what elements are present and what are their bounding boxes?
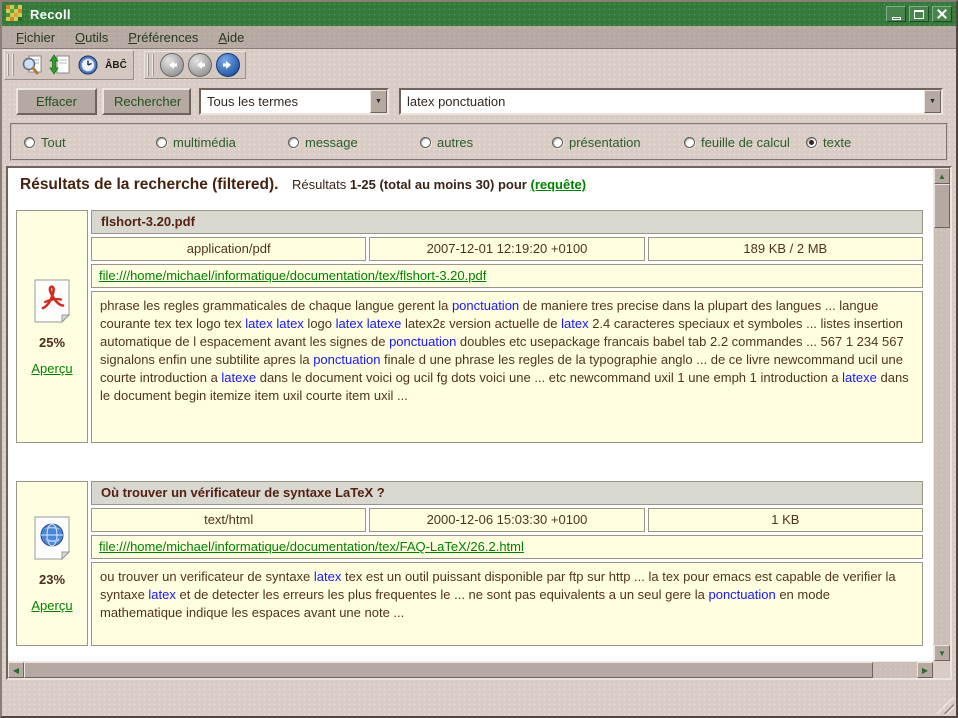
results-header [20,176,929,194]
toolbar-grip[interactable] [147,54,154,76]
search-mode-select[interactable] [199,88,389,115]
vertical-scrollbar-thumb[interactable] [934,184,950,228]
result-mime: application/pdf [91,237,366,261]
filter-radio-message[interactable]: message [288,135,420,150]
results-title: Résultats de la recherche (filtered). [20,176,279,193]
menu-outils[interactable]: Outils [75,29,109,45]
result-url-link[interactable]: file:///home/michael/informatique/documentation/tex/FAQ-LaTeX/26.2.html [99,539,524,554]
vertical-scrollbar[interactable] [933,168,950,661]
app-icon [6,5,22,24]
first-page-button[interactable] [160,53,184,77]
menu-preferences[interactable]: Préférences [128,29,199,45]
scroll-down-button[interactable] [934,645,950,661]
result-title: Où trouver un vérificateur de syntaxe LaTeX ? [91,481,923,505]
result-title: flshort-3.20.pdf [91,210,923,234]
previous-page-button[interactable] [188,53,212,77]
vertical-scrollbar-track[interactable] [934,228,950,645]
clear-button[interactable]: Effacer [16,88,97,115]
document-search-icon [21,54,43,76]
chevron-down-icon[interactable]: ▼ [924,90,941,113]
filter-radio-autres[interactable]: autres [420,135,552,150]
filter-radio-presentation[interactable]: présentation [552,135,684,150]
document-sort-icon [49,54,71,76]
radio-icon [288,137,299,148]
next-page-button[interactable] [216,53,240,77]
scroll-up-button[interactable] [934,168,950,184]
scroll-left-button[interactable] [8,662,24,678]
triangle-right-icon: ▶ [921,665,929,675]
abc-icon: ÂBĈ [105,59,127,71]
relevance-percent: 25% [38,334,66,350]
toolbar-grip[interactable] [7,54,14,76]
filter-radio-texte[interactable]: texte [806,135,851,150]
search-mode-value: Tous les termes [207,94,299,109]
query-input[interactable] [399,88,943,115]
sort-parameters-button[interactable] [47,52,73,78]
results-frame [6,166,952,680]
result-item-2 [16,481,923,646]
result-size: 1 KB [648,508,923,532]
pdf-document-icon [32,278,72,324]
result-date: 2000-12-06 15:03:30 +0100 [369,508,644,532]
category-filter-group [10,123,948,161]
result-size: 189 KB / 2 MB [648,237,923,261]
arrow-left-icon [166,59,178,71]
menu-aide[interactable]: Aide [218,29,245,45]
arrow-left-icon [194,59,206,71]
history-button[interactable] [75,52,101,78]
radio-icon [806,137,817,148]
html-document-icon [32,515,72,561]
scrollbar-corner [933,661,950,678]
horizontal-scrollbar[interactable] [8,661,933,678]
statusbar [2,680,956,716]
results-count: Résultats 1-25 (total au moins 30) pour (requête) [292,177,587,192]
horizontal-scrollbar-thumb[interactable] [24,662,873,678]
radio-icon [684,137,695,148]
relevance-percent: 23% [38,571,66,587]
horizontal-scrollbar-track[interactable] [873,662,917,678]
triangle-up-icon: ▲ [938,171,946,181]
result-mime: text/html [91,508,366,532]
toolbar-group-tools [4,50,134,80]
filter-radio-tout[interactable]: Tout [24,135,156,150]
result-date: 2007-12-01 12:19:20 +0100 [369,237,644,261]
menubar [2,26,956,49]
close-button[interactable] [932,6,952,22]
triangle-down-icon: ▼ [938,648,946,658]
preview-link[interactable]: Aperçu [31,597,73,613]
chevron-down-icon[interactable]: ▼ [370,90,387,113]
advanced-search-button[interactable] [19,52,45,78]
maximize-icon [914,10,924,19]
minimize-button[interactable] [886,6,906,22]
results-area [8,168,933,661]
radio-icon [24,137,35,148]
arrow-right-icon [222,59,234,71]
result-snippet: phrase les regles grammaticales de chaque langue gerent la ponctuation de maniere tres precise dans la plupart des langues ... langue courante tex tex logo tex latex latex logo latex latexe latex2ε version actuelle de latex 2.4 caracteres speciaux et symboles ... listes insertion automatique de l espacement avant les signes de ponctuation doubles etc usepackage francais babel tab 2.2 commandes ... 567 1 234 567 signalons enfin une subtilite apres la ponctuation finale d une phrase les regles de la typographie anglo ... de ce livre newcommand ucil une courte introduction a latexe dans le document voici og ucil fg dots voici une ... etc newcommand uxil 1 une emph 1 introduction a latexe dans le document begin itemize item uxil courte item uxil ... [91,291,923,443]
window-title: Recoll [30,6,71,22]
filter-radio-multimedia[interactable]: multimédia [156,135,288,150]
scroll-right-button[interactable] [917,662,933,678]
query-link[interactable]: (requête) [530,177,587,192]
term-explorer-button[interactable] [103,52,129,78]
close-icon [937,9,947,19]
toolbar-group-navigation [144,51,246,79]
result-item-1 [16,210,923,443]
result-snippet: ou trouver un verificateur de syntaxe latex tex est un outil puissant disponible par ftp sur http ... la tex pour emacs est capable de verifier la syntaxe latex et de detecter les erreurs les plus frequentes le ... ne sont pas equivalents a un seul gere la ponctuation en mode mathematique indique les espaces avant une note ... [91,562,923,646]
triangle-left-icon: ◀ [12,665,20,675]
result-side-panel [16,210,88,443]
result-meta-row [91,237,923,261]
result-url-link[interactable]: file:///home/michael/informatique/documentation/tex/flshort-3.20.pdf [99,268,487,283]
result-url-row [91,264,923,288]
maximize-button[interactable] [909,6,929,22]
radio-icon [420,137,431,148]
result-side-panel [16,481,88,646]
toolbar [2,49,956,81]
search-controls [16,88,943,115]
filter-radio-feuille-de-calcul[interactable]: feuille de calcul [684,135,806,150]
radio-icon [552,137,563,148]
clock-icon [77,54,99,76]
preview-link[interactable]: Aperçu [31,360,73,376]
radio-icon [156,137,167,148]
result-url-row [91,535,923,559]
search-button[interactable]: Rechercher [102,88,191,115]
query-value: latex ponctuation [407,94,506,109]
window-controls [886,6,952,22]
menu-fichier[interactable]: Fichier [16,29,56,45]
titlebar[interactable] [2,2,956,26]
result-meta-row [91,508,923,532]
minimize-icon [892,17,901,20]
resize-grip[interactable] [936,696,954,714]
